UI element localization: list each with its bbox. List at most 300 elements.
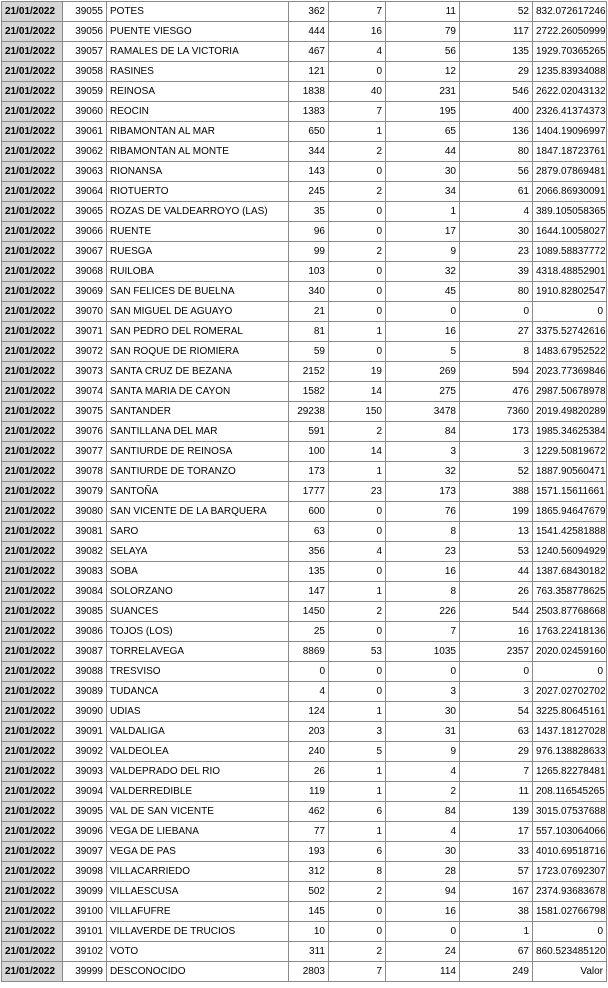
cases-14d-cell: 269 — [386, 362, 460, 382]
table-row — [2, 262, 607, 282]
rate-cell: 976.138828633 — [533, 742, 607, 762]
cases-28d-cell: 38 — [460, 902, 533, 922]
rate-cell: 1847.18723761 — [533, 142, 607, 162]
cases-14d-cell: 28 — [386, 862, 460, 882]
cases-cell: 29238 — [289, 402, 329, 422]
cases-cell: 96 — [289, 222, 329, 242]
cases-cell: 356 — [289, 542, 329, 562]
municipality-cell: SANTANDER — [107, 402, 289, 422]
rate-cell: 1437.18127028 — [533, 722, 607, 742]
cases-14d-cell: 1 — [386, 202, 460, 222]
deaths-cell: 0 — [329, 342, 386, 362]
table-row — [2, 382, 607, 402]
table-row — [2, 942, 607, 962]
rate-cell: 0 — [533, 922, 607, 942]
date-cell: 21/01/2022 — [2, 502, 63, 522]
code-cell: 39090 — [63, 702, 107, 722]
rate-cell: 1581.02766798 — [533, 902, 607, 922]
municipality-cell: UDIAS — [107, 702, 289, 722]
code-cell: 39082 — [63, 542, 107, 562]
rate-cell: 3225.80645161 — [533, 702, 607, 722]
deaths-cell: 0 — [329, 282, 386, 302]
date-cell: 21/01/2022 — [2, 182, 63, 202]
date-cell: 21/01/2022 — [2, 22, 63, 42]
rate-cell: 1404.19096997 — [533, 122, 607, 142]
date-cell: 21/01/2022 — [2, 582, 63, 602]
deaths-cell: 7 — [329, 2, 386, 22]
cases-14d-cell: 226 — [386, 602, 460, 622]
rate-cell: 2066.86930091 — [533, 182, 607, 202]
date-cell: 21/01/2022 — [2, 462, 63, 482]
cases-14d-cell: 3478 — [386, 402, 460, 422]
municipality-cell: SELAYA — [107, 542, 289, 562]
deaths-cell: 0 — [329, 902, 386, 922]
code-cell: 39065 — [63, 202, 107, 222]
deaths-cell: 1 — [329, 462, 386, 482]
table-row — [2, 142, 607, 162]
cases-28d-cell: 63 — [460, 722, 533, 742]
cases-28d-cell: 4 — [460, 202, 533, 222]
table-row — [2, 502, 607, 522]
cases-14d-cell: 9 — [386, 242, 460, 262]
deaths-cell: 0 — [329, 302, 386, 322]
municipality-cell: SANTILLANA DEL MAR — [107, 422, 289, 442]
code-cell: 39080 — [63, 502, 107, 522]
municipality-cell: RIBAMONTAN AL MAR — [107, 122, 289, 142]
code-cell: 39058 — [63, 62, 107, 82]
rate-cell: 2987.50678978 — [533, 382, 607, 402]
table-row — [2, 822, 607, 842]
date-cell: 21/01/2022 — [2, 742, 63, 762]
date-cell: 21/01/2022 — [2, 222, 63, 242]
table-row — [2, 862, 607, 882]
cases-cell: 124 — [289, 702, 329, 722]
rate-cell: 1929.70365265 — [533, 42, 607, 62]
municipality-cell: RUILOBA — [107, 262, 289, 282]
rate-cell: 3015.07537688 — [533, 802, 607, 822]
municipality-cell: SANTA MARIA DE CAYON — [107, 382, 289, 402]
municipality-cell: VEGA DE PAS — [107, 842, 289, 862]
rate-cell: 1644.10058027 — [533, 222, 607, 242]
rate-cell: 832.072617246 — [533, 2, 607, 22]
municipality-cell: VEGA DE LIEBANA — [107, 822, 289, 842]
date-cell: 21/01/2022 — [2, 562, 63, 582]
cases-28d-cell: 199 — [460, 502, 533, 522]
deaths-cell: 0 — [329, 662, 386, 682]
municipality-cell: RASINES — [107, 62, 289, 82]
municipality-cell: SANTA CRUZ DE BEZANA — [107, 362, 289, 382]
table-row — [2, 102, 607, 122]
code-cell: 39070 — [63, 302, 107, 322]
code-cell: 39073 — [63, 362, 107, 382]
municipality-cell: TRESVISO — [107, 662, 289, 682]
date-cell: 21/01/2022 — [2, 902, 63, 922]
cases-cell: 312 — [289, 862, 329, 882]
municipality-cell: VOTO — [107, 942, 289, 962]
cases-cell: 1383 — [289, 102, 329, 122]
municipality-cell: RIBAMONTAN AL MONTE — [107, 142, 289, 162]
deaths-cell: 19 — [329, 362, 386, 382]
cases-cell: 240 — [289, 742, 329, 762]
rate-cell: 2374.93683678 — [533, 882, 607, 902]
cases-14d-cell: 44 — [386, 142, 460, 162]
cases-14d-cell: 23 — [386, 542, 460, 562]
municipality-cell: REINOSA — [107, 82, 289, 102]
cases-cell: 10 — [289, 922, 329, 942]
municipality-cell: ROZAS DE VALDEARROYO (LAS) — [107, 202, 289, 222]
cases-cell: 26 — [289, 762, 329, 782]
municipality-cell: SANTIURDE DE REINOSA — [107, 442, 289, 462]
cases-14d-cell: 173 — [386, 482, 460, 502]
municipality-cell: RUENTE — [107, 222, 289, 242]
cases-cell: 311 — [289, 942, 329, 962]
deaths-cell: 0 — [329, 162, 386, 182]
code-cell: 39083 — [63, 562, 107, 582]
cases-cell: 1582 — [289, 382, 329, 402]
date-cell: 21/01/2022 — [2, 782, 63, 802]
deaths-cell: 16 — [329, 22, 386, 42]
code-cell: 39081 — [63, 522, 107, 542]
deaths-cell: 2 — [329, 182, 386, 202]
cases-28d-cell: 1 — [460, 922, 533, 942]
cases-28d-cell: 16 — [460, 622, 533, 642]
cases-cell: 59 — [289, 342, 329, 362]
table-row — [2, 782, 607, 802]
table-row — [2, 662, 607, 682]
cases-28d-cell: 0 — [460, 662, 533, 682]
deaths-cell: 0 — [329, 222, 386, 242]
table-row — [2, 522, 607, 542]
cases-14d-cell: 94 — [386, 882, 460, 902]
date-cell: 21/01/2022 — [2, 322, 63, 342]
cases-14d-cell: 195 — [386, 102, 460, 122]
rate-cell: 2019.49820289 — [533, 402, 607, 422]
date-cell: 21/01/2022 — [2, 702, 63, 722]
cases-28d-cell: 11 — [460, 782, 533, 802]
deaths-cell: 1 — [329, 782, 386, 802]
table-row — [2, 462, 607, 482]
cases-14d-cell: 79 — [386, 22, 460, 42]
table-row — [2, 902, 607, 922]
deaths-cell: 1 — [329, 122, 386, 142]
cases-28d-cell: 544 — [460, 602, 533, 622]
date-cell: 21/01/2022 — [2, 942, 63, 962]
cases-14d-cell: 16 — [386, 322, 460, 342]
table-row — [2, 582, 607, 602]
rate-cell: 4010.69518716 — [533, 842, 607, 862]
code-cell: 39061 — [63, 122, 107, 142]
table-row — [2, 542, 607, 562]
rate-cell: 208.116545265 — [533, 782, 607, 802]
rate-cell: 1265.82278481 — [533, 762, 607, 782]
code-cell: 39097 — [63, 842, 107, 862]
rate-cell: 2023.77369846 — [533, 362, 607, 382]
code-cell: 39086 — [63, 622, 107, 642]
table-row — [2, 422, 607, 442]
rate-cell: 1723.07692307 — [533, 862, 607, 882]
date-cell: 21/01/2022 — [2, 662, 63, 682]
cases-cell: 99 — [289, 242, 329, 262]
cases-14d-cell: 1035 — [386, 642, 460, 662]
cases-cell: 147 — [289, 582, 329, 602]
code-cell: 39067 — [63, 242, 107, 262]
deaths-cell: 6 — [329, 842, 386, 862]
cases-14d-cell: 275 — [386, 382, 460, 402]
rate-cell: 1985.34625384 — [533, 422, 607, 442]
cases-28d-cell: 17 — [460, 822, 533, 842]
cases-14d-cell: 231 — [386, 82, 460, 102]
cases-cell: 193 — [289, 842, 329, 862]
cases-cell: 502 — [289, 882, 329, 902]
code-cell: 39064 — [63, 182, 107, 202]
code-cell: 39084 — [63, 582, 107, 602]
deaths-cell: 1 — [329, 762, 386, 782]
deaths-cell: 4 — [329, 542, 386, 562]
table-row — [2, 22, 607, 42]
date-cell: 21/01/2022 — [2, 862, 63, 882]
date-cell: 21/01/2022 — [2, 362, 63, 382]
code-cell: 39095 — [63, 802, 107, 822]
cases-28d-cell: 135 — [460, 42, 533, 62]
code-cell: 39059 — [63, 82, 107, 102]
cases-14d-cell: 0 — [386, 922, 460, 942]
code-cell: 39092 — [63, 742, 107, 762]
cases-14d-cell: 34 — [386, 182, 460, 202]
deaths-cell: 7 — [329, 962, 386, 982]
rate-cell: Valor — [533, 962, 607, 982]
code-cell: 39056 — [63, 22, 107, 42]
deaths-cell: 1 — [329, 322, 386, 342]
cases-cell: 444 — [289, 22, 329, 42]
cases-cell: 467 — [289, 42, 329, 62]
cases-28d-cell: 80 — [460, 282, 533, 302]
table-body — [2, 2, 607, 982]
cases-14d-cell: 30 — [386, 162, 460, 182]
deaths-cell: 14 — [329, 442, 386, 462]
date-cell: 21/01/2022 — [2, 102, 63, 122]
code-cell: 39100 — [63, 902, 107, 922]
deaths-cell: 14 — [329, 382, 386, 402]
table-row — [2, 842, 607, 862]
code-cell: 39099 — [63, 882, 107, 902]
date-cell: 21/01/2022 — [2, 382, 63, 402]
date-cell: 21/01/2022 — [2, 882, 63, 902]
code-cell: 39062 — [63, 142, 107, 162]
date-cell: 21/01/2022 — [2, 622, 63, 642]
cases-cell: 0 — [289, 662, 329, 682]
cases-28d-cell: 3 — [460, 682, 533, 702]
cases-cell: 135 — [289, 562, 329, 582]
cases-cell: 650 — [289, 122, 329, 142]
municipality-cell: VILLAVERDE DE TRUCIOS — [107, 922, 289, 942]
table-row — [2, 162, 607, 182]
code-cell: 39088 — [63, 662, 107, 682]
cases-14d-cell: 30 — [386, 702, 460, 722]
deaths-cell: 1 — [329, 582, 386, 602]
rate-cell: 1763.22418136 — [533, 622, 607, 642]
cases-cell: 35 — [289, 202, 329, 222]
rate-cell: 1910.82802547 — [533, 282, 607, 302]
rate-cell: 2020.02459160 — [533, 642, 607, 662]
code-cell: 39072 — [63, 342, 107, 362]
deaths-cell: 2 — [329, 422, 386, 442]
municipality-cell: VALDEOLEA — [107, 742, 289, 762]
date-cell: 21/01/2022 — [2, 962, 63, 982]
rate-cell: 2027.02702702 — [533, 682, 607, 702]
cases-cell: 362 — [289, 2, 329, 22]
table-row — [2, 342, 607, 362]
cases-28d-cell: 546 — [460, 82, 533, 102]
cases-28d-cell: 2357 — [460, 642, 533, 662]
cases-14d-cell: 3 — [386, 442, 460, 462]
municipality-cell: VILLAESCUSA — [107, 882, 289, 902]
cases-cell: 25 — [289, 622, 329, 642]
date-cell: 21/01/2022 — [2, 282, 63, 302]
cases-28d-cell: 594 — [460, 362, 533, 382]
code-cell: 39066 — [63, 222, 107, 242]
rate-cell: 2722.26050999 — [533, 22, 607, 42]
municipality-cell: SOBA — [107, 562, 289, 582]
cases-14d-cell: 65 — [386, 122, 460, 142]
deaths-cell: 6 — [329, 802, 386, 822]
cases-cell: 143 — [289, 162, 329, 182]
code-cell: 39089 — [63, 682, 107, 702]
date-cell: 21/01/2022 — [2, 42, 63, 62]
code-cell: 39094 — [63, 782, 107, 802]
code-cell: 39101 — [63, 922, 107, 942]
cases-cell: 77 — [289, 822, 329, 842]
date-cell: 21/01/2022 — [2, 402, 63, 422]
municipality-cell: VALDALIGA — [107, 722, 289, 742]
code-cell: 39076 — [63, 422, 107, 442]
cases-cell: 8869 — [289, 642, 329, 662]
municipality-cell: SAN VICENTE DE LA BARQUERA — [107, 502, 289, 522]
cases-14d-cell: 56 — [386, 42, 460, 62]
municipality-cell: SOLORZANO — [107, 582, 289, 602]
cases-cell: 103 — [289, 262, 329, 282]
deaths-cell: 53 — [329, 642, 386, 662]
cases-14d-cell: 9 — [386, 742, 460, 762]
municipality-cell: SAN ROQUE DE RIOMIERA — [107, 342, 289, 362]
rate-cell: 1887.90560471 — [533, 462, 607, 482]
code-cell: 39091 — [63, 722, 107, 742]
cases-28d-cell: 67 — [460, 942, 533, 962]
table-row — [2, 242, 607, 262]
cases-28d-cell: 26 — [460, 582, 533, 602]
cases-cell: 145 — [289, 902, 329, 922]
cases-cell: 121 — [289, 62, 329, 82]
code-cell: 39999 — [63, 962, 107, 982]
code-cell: 39055 — [63, 2, 107, 22]
cases-28d-cell: 56 — [460, 162, 533, 182]
date-cell: 21/01/2022 — [2, 342, 63, 362]
deaths-cell: 1 — [329, 822, 386, 842]
cases-14d-cell: 3 — [386, 682, 460, 702]
rate-cell: 4318.48852901 — [533, 262, 607, 282]
rate-cell: 389.105058365 — [533, 202, 607, 222]
date-cell: 21/01/2022 — [2, 722, 63, 742]
rate-cell: 1571.15611661 — [533, 482, 607, 502]
date-cell: 21/01/2022 — [2, 642, 63, 662]
cases-28d-cell: 29 — [460, 742, 533, 762]
municipality-cell: RIONANSA — [107, 162, 289, 182]
cases-14d-cell: 16 — [386, 562, 460, 582]
rate-cell: 1865.94647679 — [533, 502, 607, 522]
municipality-cell: RIOTUERTO — [107, 182, 289, 202]
rate-cell: 2879.07869481 — [533, 162, 607, 182]
cases-14d-cell: 0 — [386, 302, 460, 322]
rate-cell: 2503.87768668 — [533, 602, 607, 622]
municipality-cell: POTES — [107, 2, 289, 22]
deaths-cell: 0 — [329, 502, 386, 522]
cases-14d-cell: 12 — [386, 62, 460, 82]
table-row — [2, 182, 607, 202]
code-cell: 39074 — [63, 382, 107, 402]
date-cell: 21/01/2022 — [2, 442, 63, 462]
deaths-cell: 2 — [329, 602, 386, 622]
deaths-cell: 2 — [329, 882, 386, 902]
deaths-cell: 0 — [329, 682, 386, 702]
date-cell: 21/01/2022 — [2, 542, 63, 562]
cases-28d-cell: 61 — [460, 182, 533, 202]
municipality-cell: SANTIURDE DE TORANZO — [107, 462, 289, 482]
table-row — [2, 482, 607, 502]
cases-14d-cell: 114 — [386, 962, 460, 982]
deaths-cell: 0 — [329, 262, 386, 282]
municipality-cell: SAN FELICES DE BUELNA — [107, 282, 289, 302]
cases-14d-cell: 76 — [386, 502, 460, 522]
cases-28d-cell: 167 — [460, 882, 533, 902]
deaths-cell: 0 — [329, 562, 386, 582]
municipality-cell: TUDANCA — [107, 682, 289, 702]
code-cell: 39068 — [63, 262, 107, 282]
deaths-cell: 1 — [329, 702, 386, 722]
cases-28d-cell: 7 — [460, 762, 533, 782]
table-row — [2, 442, 607, 462]
municipality-cell: SUANCES — [107, 602, 289, 622]
municipality-cell: PUENTE VIESGO — [107, 22, 289, 42]
cases-28d-cell: 30 — [460, 222, 533, 242]
cases-cell: 81 — [289, 322, 329, 342]
municipality-cell: SAN MIGUEL DE AGUAYO — [107, 302, 289, 322]
rate-cell: 3375.52742616 — [533, 322, 607, 342]
cases-14d-cell: 8 — [386, 522, 460, 542]
cases-14d-cell: 4 — [386, 762, 460, 782]
cases-28d-cell: 57 — [460, 862, 533, 882]
code-cell: 39063 — [63, 162, 107, 182]
table-row — [2, 122, 607, 142]
table-row — [2, 962, 607, 982]
cases-14d-cell: 2 — [386, 782, 460, 802]
date-cell: 21/01/2022 — [2, 842, 63, 862]
cases-cell: 245 — [289, 182, 329, 202]
table-row — [2, 302, 607, 322]
cases-28d-cell: 39 — [460, 262, 533, 282]
cases-28d-cell: 400 — [460, 102, 533, 122]
municipality-cell: SANTOÑA — [107, 482, 289, 502]
code-cell: 39087 — [63, 642, 107, 662]
date-cell: 21/01/2022 — [2, 142, 63, 162]
municipality-data-table — [1, 1, 607, 982]
rate-cell: 1240.56094929 — [533, 542, 607, 562]
table-row — [2, 562, 607, 582]
deaths-cell: 23 — [329, 482, 386, 502]
rate-cell: 0 — [533, 662, 607, 682]
rate-cell: 1387.68430182 — [533, 562, 607, 582]
date-cell: 21/01/2022 — [2, 202, 63, 222]
cases-14d-cell: 16 — [386, 902, 460, 922]
deaths-cell: 0 — [329, 922, 386, 942]
